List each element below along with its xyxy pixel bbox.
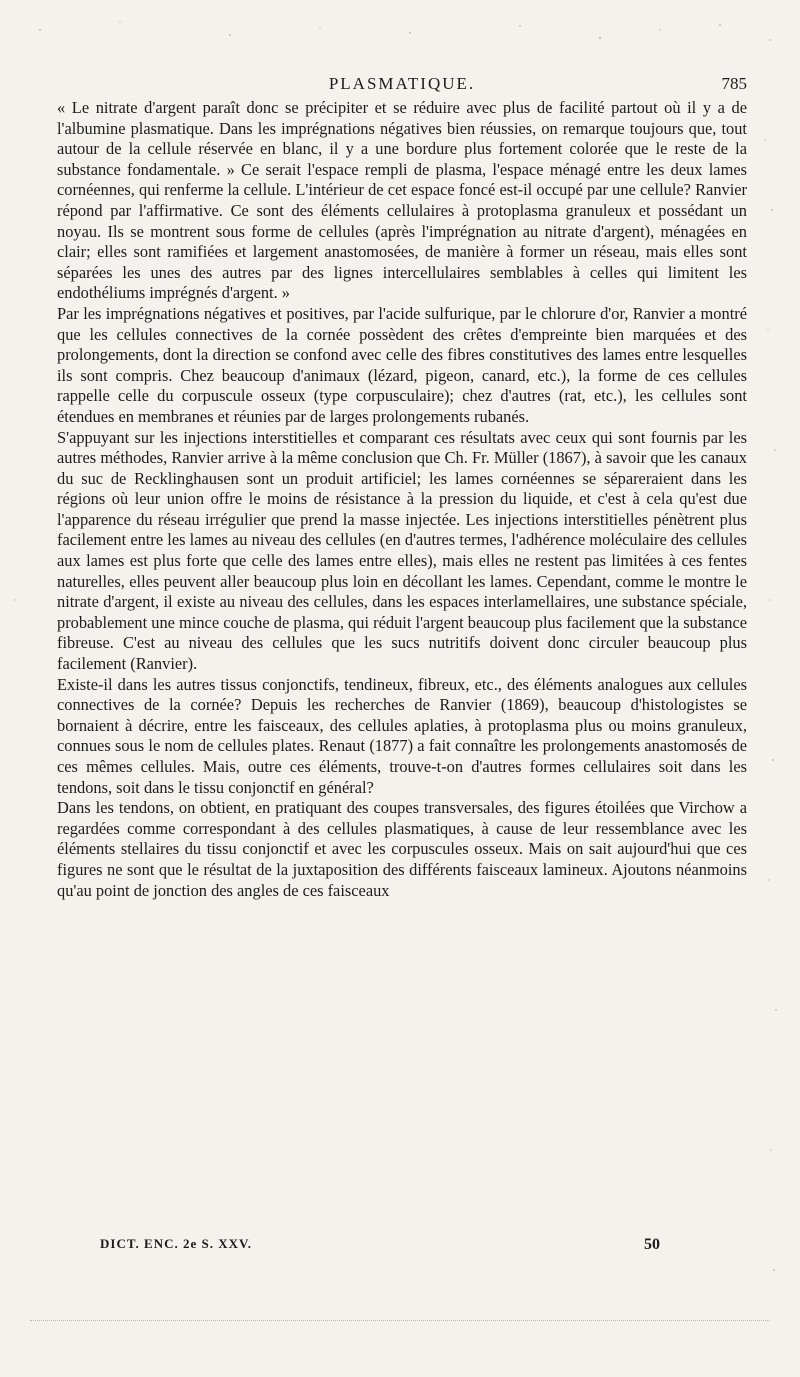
running-head: PLASMATIQUE. xyxy=(328,74,476,93)
paragraph: Dans les tendons, on obtient, en pratiquant des coupes transversales, des figures étoilées que Virchow a regardées comme correspondant à des cellules plasmatiques, à cause de leur ressemblance avec les éléments stellaires du tissu conjonctif et avec les corpuscules osseux. Mais on sait aujourd'hui que ces figures ne sont que le résultat de la juxtaposition des différents faisceaux lamineux. Ajoutons néanmoins qu'au point de jonction des angles de ces faisceaux xyxy=(57,798,747,900)
printer-signature: DICT. ENC. 2e S. XXV. xyxy=(100,1236,252,1251)
paragraph: Existe-il dans les autres tissus conjonctifs, tendineux, fibreux, etc., des éléments analogues aux cellules connectives de la cornée? Depuis les recherches de Ranvier (1869), beaucoup d'histologistes se bornaient à décrire, entre les faisceaux, des cellules aplaties, à protoplasma plus ou moins granuleux, connues sous le nom de cellules plates. Renaut (1877) a fait connaître les prolongements anastomosés de ces mêmes cellules. Mais, outre ces éléments, trouve-t-on d'autres formes cellulaires soit dans les tendons, soit dans le tissu conjonctif en général? xyxy=(57,674,747,797)
page-number: 785 xyxy=(721,74,747,93)
paragraph: S'appuyant sur les injections interstitielles et comparant ces résultats avec ceux qui sont fournis par les autres méthodes, Ranvier arrive à la même conclusion que Ch. Fr. Müller (1867), à savoir que les canaux du suc de Recklinghausen sont un produit artificiel; les lames cornéennes se sépareraient dans les régions où leur union offre le moins de résistance à la pression du liquide, et c'est à cela qu'est due l'apparence du réseau irrégulier que prend la masse injectée. Les injections interstitielles pénètrent plus facilement entre les lames au niveau des cellules (en d'autres termes, l'adhérence moléculaire des cellules aux lames est plus forte que celle des lames entre elles), mais elles ne restent pas limitées à ces fentes naturelles, elles peuvent aller beaucoup plus loin en décollant les lames. Cependant, comme le montre le nitrate d'argent, il existe au niveau des cellules, dans les espaces interlamellaires, une substance spéciale, probablement une mince couche de plasma, qui réduit l'argent beaucoup plus facilement que la substance fibreuse. C'est au niveau des cellules que les sucs nutritifs doivent donc circuler beaucoup plus facilement (Ranvier). xyxy=(57,427,747,674)
bottom-scan-rule xyxy=(30,1320,770,1321)
page-header xyxy=(57,70,747,100)
page-footer xyxy=(100,1236,660,1266)
body-text xyxy=(57,98,747,901)
paragraph: « Le nitrate d'argent paraît donc se précipiter et se réduire avec plus de facilité partout où il y a de l'albumine plasmatique. Dans les imprégnations négatives bien réussies, on remarque toujours que, tout autour de la cellule réservée en blanc, il y a une bordure plus fortement colorée que le reste de la substance fondamentale. » Ce serait l'espace rempli de plasma, l'espace ménagé entre les deux lames cornéennes, qui renferme la cellule. L'intérieur de cet espace foncé est-il occupé par une cellule? Ranvier répond par l'affirmative. Ce sont des éléments cellulaires à protoplasma granuleux et possédant un noyau. Ils se montrent sous forme de cellules (après l'imprégnation au nitrate d'argent), ménagées en clair; elles sont ramifiées et largement anastomosées, de manière à former un réseau, mais elles sont séparées les unes des autres par des lignes intercellulaires semblables à celles qui limitent les endothéliums imprégnés d'argent. » xyxy=(57,98,747,303)
sheet-number: 50 xyxy=(644,1236,660,1253)
paragraph: Par les imprégnations négatives et positives, par l'acide sulfurique, par le chlorure d'or, Ranvier a montré que les cellules connectives de la cornée possèdent des crêtes d'empreinte bien marquées et des prolongements, dont la direction se confond avec celle des fibres constitutives des lames entre lesquelles ils sont compris. Chez beaucoup d'animaux (lézard, pigeon, canard, etc.), la forme de ces cellules rappelle celle du corpuscule osseux (type corpusculaire); chez d'autres (rat, etc.), les cellules sont étendues en membranes et réunies par de larges prolongements rubanés. xyxy=(57,303,747,426)
